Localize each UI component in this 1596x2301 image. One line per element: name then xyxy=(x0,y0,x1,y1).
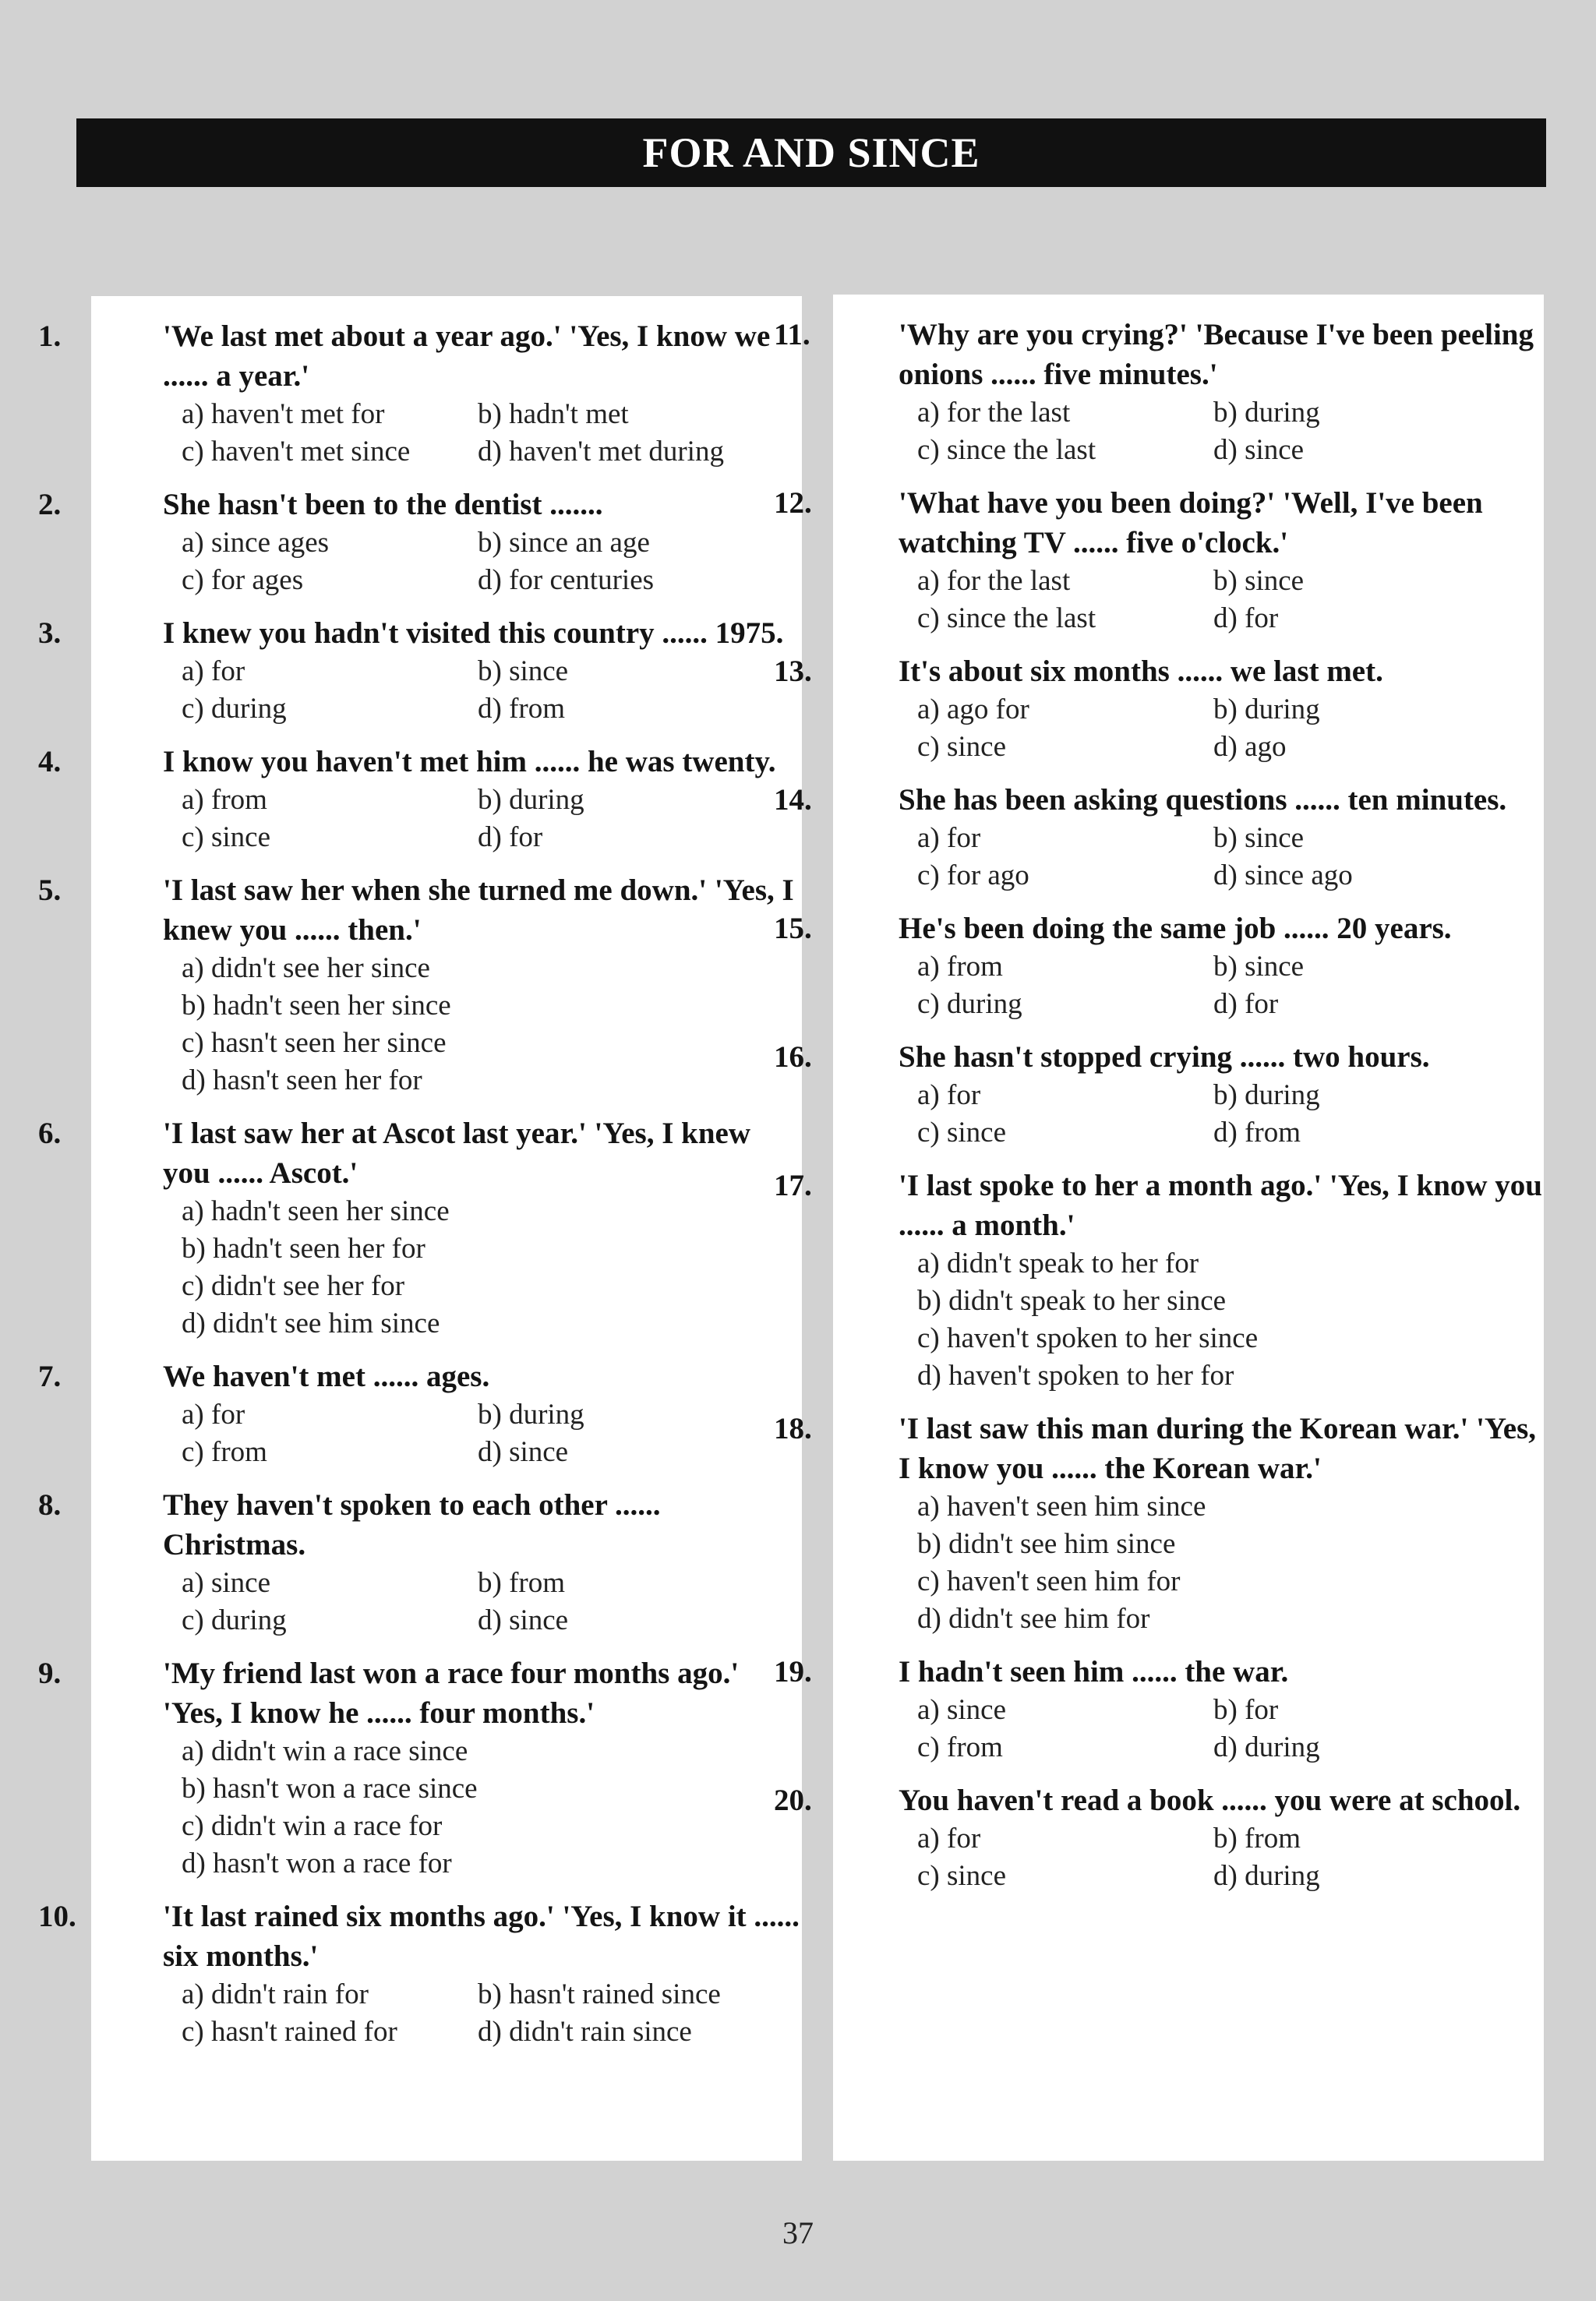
answer-option-c: c) since xyxy=(917,1117,1007,1149)
question-number: 13. xyxy=(774,655,812,688)
answer-option-a: a) didn't speak to her for xyxy=(917,1248,1199,1279)
answer-options xyxy=(836,691,1544,766)
answer-option-c: c) from xyxy=(917,1731,1003,1763)
question-number: 16. xyxy=(774,1040,812,1074)
answer-option-a: a) haven't met for xyxy=(182,398,385,430)
question-stem xyxy=(774,1037,1544,1077)
answer-option-b: b) from xyxy=(1213,1823,1301,1855)
answer-option-a: a) for xyxy=(917,822,981,854)
answer-options xyxy=(101,950,802,1099)
answer-option-c: c) hasn't seen her since xyxy=(182,1027,447,1059)
answer-option-d: d) since ago xyxy=(1213,859,1353,891)
answer-option-d: d) ago xyxy=(1213,731,1287,763)
answer-options xyxy=(101,1396,802,1471)
answer-option-c: c) didn't win a race for xyxy=(182,1810,443,1842)
question-number: 7. xyxy=(38,1360,62,1393)
answer-option-c: c) for ago xyxy=(917,859,1029,891)
answer-option-b: b) since xyxy=(1213,565,1305,597)
answer-option-b: b) hadn't seen her since xyxy=(182,990,451,1022)
question-number: 20. xyxy=(774,1784,812,1817)
question-stem xyxy=(774,1780,1544,1820)
answer-option-a: a) didn't win a race since xyxy=(182,1735,468,1767)
question-stem xyxy=(38,316,802,396)
question-12 xyxy=(774,483,1544,637)
answer-option-b: b) hasn't won a race since xyxy=(182,1773,478,1805)
question-4 xyxy=(38,742,802,856)
question-stem xyxy=(38,1897,802,1976)
question-stem xyxy=(774,780,1544,820)
answer-option-a: a) for xyxy=(917,1823,981,1855)
answer-option-b: b) hadn't seen her for xyxy=(182,1233,425,1265)
answer-options xyxy=(836,394,1544,469)
answer-option-b: b) hasn't rained since xyxy=(478,1978,721,2010)
question-number: 1. xyxy=(38,319,62,353)
answer-option-d: d) from xyxy=(478,693,565,725)
question-18 xyxy=(774,1409,1544,1638)
answer-option-d: d) didn't rain since xyxy=(478,2016,692,2048)
question-text: 'My friend last won a race four months ago.' 'Yes, I know he ...... four months.' xyxy=(163,1657,740,1730)
answer-options xyxy=(836,1077,1544,1152)
question-text: 'Why are you crying?' 'Because I've been peeling onions ...... five minutes.' xyxy=(899,318,1534,391)
question-text: 'We last met about a year ago.' 'Yes, I know we ...... a year.' xyxy=(163,319,771,393)
question-10 xyxy=(38,1897,802,2051)
question-text: 'I last saw her when she turned me down.' 'Yes, I knew you ...... then.' xyxy=(163,873,794,947)
question-number: 3. xyxy=(38,616,62,650)
question-text: She hasn't stopped crying ...... two hours. xyxy=(899,1040,1430,1074)
page-number: 37 xyxy=(782,2215,814,2250)
answer-option-a: a) didn't rain for xyxy=(182,1978,369,2010)
answer-option-a: a) for xyxy=(917,1079,981,1111)
answer-option-d: d) haven't spoken to her for xyxy=(917,1360,1234,1392)
answer-option-a: a) didn't see her since xyxy=(182,952,430,984)
answer-options xyxy=(836,1692,1544,1766)
question-text: 'I last spoke to her a month ago.' 'Yes, I know you ...... a month.' xyxy=(899,1169,1542,1242)
question-text: We haven't met ...... ages. xyxy=(163,1360,490,1393)
question-number: 4. xyxy=(38,745,62,778)
question-stem xyxy=(774,909,1544,948)
question-number: 19. xyxy=(774,1655,812,1689)
question-stem xyxy=(38,613,802,653)
answer-option-d: d) since xyxy=(478,1436,569,1468)
question-text: 'What have you been doing?' 'Well, I've been watching TV ...... five o'clock.' xyxy=(899,486,1483,559)
question-stem xyxy=(774,1652,1544,1692)
answer-option-d: d) for xyxy=(478,821,543,853)
question-number: 9. xyxy=(38,1657,62,1690)
answer-options xyxy=(836,1820,1544,1895)
answer-option-d: d) didn't see him since xyxy=(182,1308,440,1339)
answer-option-b: b) during xyxy=(478,1399,584,1431)
answer-option-b: b) from xyxy=(478,1567,565,1599)
question-number: 12. xyxy=(774,486,812,520)
question-17 xyxy=(774,1166,1544,1395)
answer-option-b: b) since an age xyxy=(478,527,650,559)
page-title-bar xyxy=(76,118,1546,187)
answer-option-c: c) during xyxy=(182,693,287,725)
answer-option-b: b) since xyxy=(1213,951,1305,983)
answer-option-a: a) hadn't seen her since xyxy=(182,1195,450,1227)
answer-option-b: b) during xyxy=(1213,397,1320,429)
question-number: 11. xyxy=(774,318,810,351)
answer-options xyxy=(101,653,802,728)
question-11 xyxy=(774,315,1544,469)
question-stem xyxy=(774,651,1544,691)
answer-option-c: c) since xyxy=(182,821,271,853)
answer-option-b: b) during xyxy=(1213,693,1320,725)
question-number: 15. xyxy=(774,912,812,945)
question-number: 2. xyxy=(38,488,62,521)
answer-option-a: a) haven't seen him since xyxy=(917,1491,1206,1523)
answer-option-d: d) for xyxy=(1213,602,1279,634)
answer-options xyxy=(101,1565,802,1639)
question-text: I hadn't seen him ...... the war. xyxy=(899,1655,1289,1689)
answer-option-c: c) haven't seen him for xyxy=(917,1565,1181,1597)
answer-options xyxy=(836,1488,1544,1638)
answer-option-b: b) since xyxy=(478,655,569,687)
question-stem xyxy=(774,1409,1544,1488)
question-stem xyxy=(38,1653,802,1733)
question-16 xyxy=(774,1037,1544,1152)
question-20 xyxy=(774,1780,1544,1895)
answer-option-b: b) for xyxy=(1213,1694,1279,1726)
answer-option-c: c) hasn't rained for xyxy=(182,2016,397,2048)
answer-option-d: d) since xyxy=(478,1604,569,1636)
answer-options xyxy=(836,563,1544,637)
answer-option-d: d) didn't see him for xyxy=(917,1603,1150,1635)
page-title: FOR AND SINCE xyxy=(642,129,980,176)
question-text: He's been doing the same job ...... 20 years. xyxy=(899,912,1452,945)
answer-option-c: c) since xyxy=(917,731,1007,763)
answer-option-d: d) hasn't seen her for xyxy=(182,1064,422,1096)
question-stem xyxy=(38,742,802,782)
answer-option-a: a) since xyxy=(917,1694,1007,1726)
question-3 xyxy=(38,613,802,728)
answer-option-c: c) during xyxy=(182,1604,287,1636)
question-stem xyxy=(774,483,1544,563)
question-13 xyxy=(774,651,1544,766)
question-15 xyxy=(774,909,1544,1023)
answer-option-a: a) ago for xyxy=(917,693,1029,725)
left-question-column xyxy=(38,296,802,2161)
answer-option-c: c) from xyxy=(182,1436,267,1468)
answer-option-b: b) didn't speak to her since xyxy=(917,1285,1227,1317)
answer-option-a: a) since xyxy=(182,1567,271,1599)
answer-option-c: c) during xyxy=(917,988,1022,1020)
question-text: It's about six months ...... we last met. xyxy=(899,655,1383,688)
question-stem xyxy=(38,1485,802,1565)
answer-option-b: b) during xyxy=(1213,1079,1320,1111)
question-9 xyxy=(38,1653,802,1883)
question-text: I knew you hadn't visited this country ...... 1975. xyxy=(163,616,784,650)
question-7 xyxy=(38,1357,802,1471)
question-8 xyxy=(38,1485,802,1639)
answer-options xyxy=(101,782,802,856)
question-text: 'I last saw this man during the Korean war.' 'Yes, I know you ...... the Korean war.' xyxy=(899,1412,1537,1485)
answer-options xyxy=(101,1976,802,2051)
answer-option-c: c) for ages xyxy=(182,564,304,596)
answer-option-c: c) haven't met since xyxy=(182,436,411,468)
answer-option-a: a) since ages xyxy=(182,527,330,559)
answer-option-d: d) haven't met during xyxy=(478,436,724,468)
question-stem xyxy=(774,1166,1544,1245)
answer-option-d: d) during xyxy=(1213,1731,1320,1763)
answer-option-d: d) from xyxy=(1213,1117,1301,1149)
answer-option-a: a) from xyxy=(917,951,1003,983)
question-14 xyxy=(774,780,1544,895)
question-text: You haven't read a book ...... you were at school. xyxy=(899,1784,1521,1817)
question-1 xyxy=(38,316,802,471)
answer-option-a: a) for the last xyxy=(917,565,1071,597)
answer-options xyxy=(836,948,1544,1023)
question-stem xyxy=(38,485,802,524)
question-text: She hasn't been to the dentist ....... xyxy=(163,488,603,521)
question-stem xyxy=(38,870,802,950)
question-number: 10. xyxy=(38,1900,76,1933)
question-text: 'I last saw her at Ascot last year.' 'Yes, I knew you ...... Ascot.' xyxy=(163,1117,751,1190)
question-text: 'It last rained six months ago.' 'Yes, I know it ...... six months.' xyxy=(163,1900,800,1973)
answer-options xyxy=(836,1245,1544,1395)
answer-option-d: d) since xyxy=(1213,434,1305,466)
question-text: She has been asking questions ...... ten minutes. xyxy=(899,783,1507,817)
answer-option-c: c) didn't see her for xyxy=(182,1270,405,1302)
answer-option-a: a) for xyxy=(182,655,245,687)
answer-option-c: c) since the last xyxy=(917,434,1096,466)
answer-option-b: b) since xyxy=(1213,822,1305,854)
answer-option-c: c) since xyxy=(917,1860,1007,1892)
question-number: 18. xyxy=(774,1412,812,1445)
answer-option-d: d) for centuries xyxy=(478,564,655,596)
question-stem xyxy=(774,315,1544,394)
answer-option-a: a) for xyxy=(182,1399,245,1431)
answer-option-d: d) hasn't won a race for xyxy=(182,1848,452,1879)
answer-option-b: b) during xyxy=(478,784,584,816)
answer-options xyxy=(101,396,802,471)
answer-option-d: d) during xyxy=(1213,1860,1320,1892)
answer-option-c: c) since the last xyxy=(917,602,1096,634)
answer-options xyxy=(101,1193,802,1343)
answer-option-b: b) hadn't met xyxy=(478,398,629,430)
answer-options xyxy=(101,1733,802,1883)
question-number: 14. xyxy=(774,783,812,817)
question-number: 6. xyxy=(38,1117,62,1150)
question-text: They haven't spoken to each other ...... Christmas. xyxy=(163,1488,661,1562)
question-2 xyxy=(38,485,802,599)
question-19 xyxy=(774,1652,1544,1766)
answer-options xyxy=(836,820,1544,895)
question-5 xyxy=(38,870,802,1099)
answer-option-a: a) for the last xyxy=(917,397,1071,429)
question-stem xyxy=(38,1357,802,1396)
answer-option-a: a) from xyxy=(182,784,267,816)
question-number: 5. xyxy=(38,873,62,907)
question-stem xyxy=(38,1113,802,1193)
question-text: I know you haven't met him ...... he was twenty. xyxy=(163,745,776,778)
answer-option-c: c) haven't spoken to her since xyxy=(917,1322,1259,1354)
question-number: 17. xyxy=(774,1169,812,1202)
question-6 xyxy=(38,1113,802,1343)
right-question-column xyxy=(774,295,1544,2161)
question-number: 8. xyxy=(38,1488,62,1522)
answer-option-b: b) didn't see him since xyxy=(917,1528,1176,1560)
answer-option-d: d) for xyxy=(1213,988,1279,1020)
answer-options xyxy=(101,524,802,599)
